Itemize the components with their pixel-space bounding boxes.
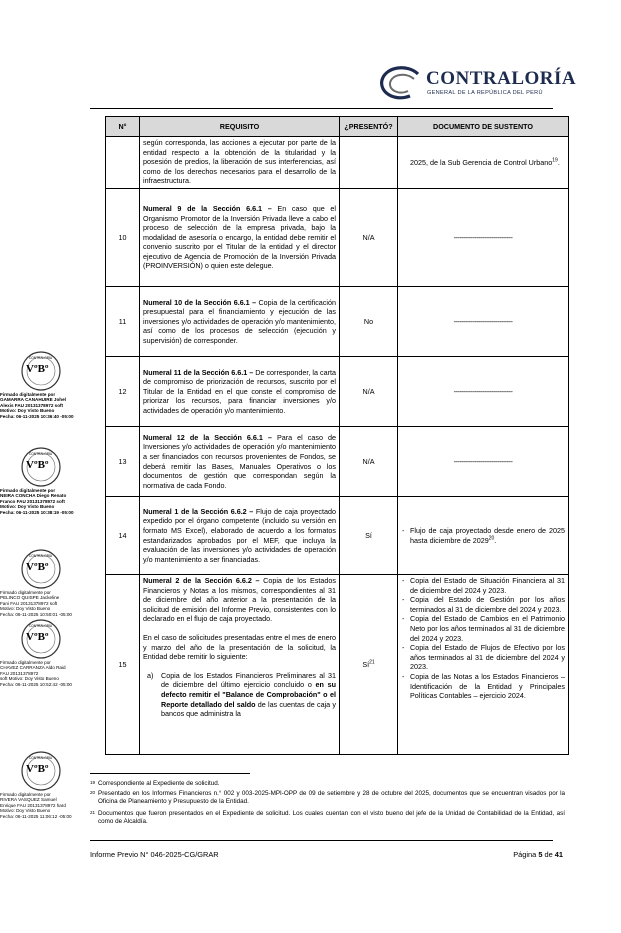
footnote-text: Presentado en los Informes Financieros n.° 002 y 003-2025-MPI-OPP de 09 de setiembre y 28 de octubre del 2025, documentos que se encuentran visados por la Oficina de Planeamiento y Presupuesto de la Entidad. (98, 790, 565, 806)
seal-label: CONTRALORÍA (29, 356, 53, 360)
page-indicator (513, 850, 563, 859)
page-number: 5 (538, 850, 543, 859)
table-row (106, 497, 569, 575)
cell-requisito (140, 189, 340, 287)
signature-stamp (0, 750, 92, 820)
cell-presento: N/A (340, 189, 398, 287)
sig-line: Enrique FAU 20131378972 hard (0, 802, 66, 808)
footnote-mark: 21 (90, 810, 96, 815)
sig-line: Firmado digitalmente por (0, 792, 51, 797)
contraloria-logo (378, 66, 578, 106)
signature-text (0, 392, 74, 419)
page-total: 41 (554, 850, 563, 859)
requisito-paragraph: En el caso de solicitudes presentadas entre el mes de enero y marzo del año de la presentación de la solicitud, la Entidad debe remitir lo siguiente: (143, 632, 336, 662)
cell-requisito: según corresponda, las acciones a ejecutar por parte de la entidad respecto a la obtención de la titularidad y la posesión de predios, la liberación de sus interferencias, así como de los derechos necesarios para el desarrollo de la infraestructura. (140, 137, 340, 189)
footnote-mark: 19 (90, 780, 96, 785)
footnote-ref: 20 (488, 535, 495, 542)
requisito-heading: Numeral 11 de la Sección 6.6.1 – (143, 367, 254, 377)
footnote-text: Documentos que fueron presentados en el Expediente de solicitud. Los cuales cuentan con el visto bueno del jefe de la Unidad de Contabilidad de la Entidad, así como de Alcaldía. (98, 810, 565, 826)
page-prefix: Página (513, 850, 539, 859)
seal-vobo: VºBº (26, 363, 49, 375)
cell-num: 13 (106, 427, 140, 497)
table-row (106, 575, 569, 755)
cell-presento: No (340, 287, 398, 357)
sig-line: Motivo: Doy Visto Bueno (0, 504, 55, 510)
subitem-text-end: de las cuentas de caja y bancos que administra la (161, 699, 336, 719)
sig-line: Motivo: Doy Visto Bueno (0, 606, 51, 612)
doc-list-item: - Copia del Estado de Gestión por los años terminados al 31 de diciembre del 2024 y 2023. (410, 595, 565, 614)
requisito-heading: Numeral 10 de la Sección 6.6.1 – (143, 297, 257, 307)
cell-num: 15 (106, 575, 140, 755)
sig-line: Fecha: 06-11-2025 10:52:42 -05:00 (0, 681, 72, 687)
table-row (106, 287, 569, 357)
sig-line: Firmado digitalmente por (0, 660, 51, 665)
sig-line: FAU 20131378972 (0, 670, 39, 676)
col-header-presento: ¿PRESENTÓ? (340, 117, 398, 137)
signature-text (0, 590, 72, 617)
signature-stamp (0, 350, 92, 420)
doc-text: Flujo de caja proyectado desde enero de 2025 hasta diciembre de 2029 (410, 525, 565, 545)
cell-requisito (140, 575, 340, 755)
col-header-num: N° (106, 117, 140, 137)
seal-label: CONTRALORÍA (29, 624, 53, 628)
table-row (106, 427, 569, 497)
sig-line: NEIRA CONCHA Diego Renato (0, 493, 67, 499)
table-row (106, 357, 569, 427)
cell-documento (398, 497, 569, 575)
cell-requisito (140, 427, 340, 497)
footnote (90, 780, 565, 788)
signature-text (0, 488, 74, 515)
sig-line: Motivo: Doy Visto Bueno (0, 808, 51, 814)
cell-presento (340, 575, 398, 755)
logo-name: CONTRALORÍA (426, 68, 577, 89)
seal-label: CONTRALORÍA (29, 452, 53, 456)
cell-documento: ------------------------------- (398, 189, 569, 287)
footnote (90, 790, 565, 807)
doc-text: 2025, de la Sub Gerencia de Control Urbano (410, 157, 553, 167)
requisito-paragraph (143, 576, 336, 624)
cell-num: 11 (106, 287, 140, 357)
col-header-documento: DOCUMENTO DE SUSTENTO (398, 117, 569, 137)
cell-documento: ------------------------------- (398, 427, 569, 497)
footer-rule (90, 840, 553, 841)
sig-line: Fecha: 06-11-2025 11:06:12 -05:00 (0, 813, 72, 819)
signature-stamp (0, 548, 92, 618)
header-rule (90, 108, 553, 109)
cell-requisito (140, 287, 340, 357)
cell-requisito (140, 497, 340, 575)
presento-value: Sí (362, 659, 370, 669)
requisito-heading: Numeral 9 de la Sección 6.6.1 – (143, 203, 272, 213)
logo-subtitle: GENERAL DE LA REPÚBLICA DEL PERÚ (427, 90, 543, 96)
footnote-mark: 20 (90, 790, 96, 795)
requirements-table (105, 116, 569, 755)
doc-list (401, 526, 565, 545)
requisito-heading: Numeral 1 de la Sección 6.6.2 – (143, 506, 254, 516)
doc-list-item: - Flujo de caja proyectado desde enero de 2025 hasta diciembre de 2029$^{20}$. (410, 526, 565, 545)
sig-line: Firmado digitalmente por (0, 488, 56, 493)
sig-line: Alexis FAU 20131378972 soft (0, 402, 64, 408)
cell-presento: N/A (340, 427, 398, 497)
cell-documento: 2025, de la Sub Gerencia de Control Urbano$^{19}$. (398, 137, 569, 189)
seal-vobo: VºBº (26, 763, 49, 775)
cell-documento: ------------------------------- (398, 357, 569, 427)
sig-line: Firmado digitalmente por (0, 590, 51, 595)
page-of: de (542, 850, 555, 859)
sig-line: PELINCO QUISPE Jackeline (0, 595, 60, 601)
table-row (106, 189, 569, 287)
cell-presento (340, 137, 398, 189)
sig-line: Firmado digitalmente por (0, 392, 56, 397)
requisito-body: Para el caso de Inversiones y/o actividades de operación y/o mantenimiento a ser financiados con recursos provenientes de Fondos, se deberá remitir las Bases, Manuales Operativos o los documentos de gestión que correspondan según la normativa de cada Fondo. (143, 432, 336, 490)
signature-stamp (0, 446, 92, 516)
seal-vobo: VºBº (26, 459, 49, 471)
sig-line: GAMARRA CANAHUIRE Johel (0, 397, 66, 403)
cell-presento: N/A (340, 357, 398, 427)
seal-vobo: VºBº (26, 631, 49, 643)
footnote-ref: 21 (369, 659, 375, 666)
seal-vobo: VºBº (26, 561, 49, 573)
table-row-continued (106, 137, 569, 189)
footnote-text: Correspondiente al Expediente de solicitud. (98, 780, 220, 787)
cell-num (106, 137, 140, 189)
sig-line: Franco FAU 20131378972 soft (0, 498, 65, 504)
requisito-subitem (143, 671, 336, 719)
requisito-body: En caso que el Organismo Promotor de la Inversión Privada lleve a cabo el proceso de selección de la empresa privada, bajo la modalidad de asesoría o encargo, la entidad debe remitir el convenio suscrito por el Titular de la entidad y el director ejecutivo de Agencia de Promoción de la Inversión Privada (PROINVERSIÓN) o quien este delegue. (143, 203, 336, 271)
sig-line: Fani FAU 20131378972 soft (0, 600, 58, 606)
report-number: Informe Previo N° 046-2025-CG/GRAR (90, 850, 219, 859)
doc-list-item: - Copia del Estado de Cambios en el Patrimonio Neto por los años terminados al 31 de diciembre del 2024 y 2023. (410, 614, 565, 643)
doc-list (401, 576, 565, 701)
requisito-heading: Numeral 12 de la Sección 6.6.1 – (143, 432, 272, 442)
cell-documento (398, 575, 569, 755)
sig-line: RIVERA VASQUEZ Samuel (0, 797, 57, 803)
cell-num: 12 (106, 357, 140, 427)
cell-presento: Sí (340, 497, 398, 575)
doc-list-item: - Copia del Estado de Flujos de Efectivo por los años terminados al 31 de diciembre del 2024 y 2023. (410, 643, 565, 672)
seal-label: CONTRALORÍA (29, 756, 53, 760)
seal-label: CONTRALORÍA (29, 554, 53, 558)
signature-stamp (0, 618, 92, 688)
logo-swoosh-icon (378, 66, 424, 102)
footnote (90, 810, 565, 827)
requisito-body: Copia de los Estados Financieros y Notas a los mismos, correspondientes al 31 de diciembre del año anterior a la presentación de la solicitud de emisión del Informe Previo, consistentes con lo declarado en el flujo de caja proyectado. (143, 576, 336, 624)
subitem-label: a) (147, 670, 154, 680)
sig-line: soft Motivo: Doy Visto Bueno (0, 676, 59, 682)
requisito-body: De corresponder, la carta de compromiso de priorización de recursos, suscrito por el Titular de la Entidad en el que conste el compromiso de priorizar los recursos, para financiar inversiones y/o actividades de operación y/o mantenimiento. (143, 367, 336, 415)
doc-list-item: - Copia de las Notas a los Estados Financieros – Identificación de la Entidad y Principales Políticas Contables – ejercicio 2024. (410, 672, 565, 701)
signature-text (0, 660, 72, 687)
requisito-heading: Numeral 2 de la Sección 6.6.2 – (143, 576, 260, 585)
sig-line: Motivo: Doy Visto Bueno (0, 408, 55, 414)
cell-num: 14 (106, 497, 140, 575)
col-header-requisito: REQUISITO (140, 117, 340, 137)
signature-text (0, 792, 72, 819)
subitem-text: Copia de los Estados Financieros Preliminares al 31 de diciembre del último ejercicio concluido o (161, 670, 336, 690)
cell-num: 10 (106, 189, 140, 287)
sig-line: Fecha: 06-11-2025 10:38:19 -05:00 (0, 509, 74, 515)
sig-line: Fecha: 06-11-2025 10:36:40 -05:00 (0, 413, 74, 419)
subitem-bold: en su defecto remitir el "Balance de Comprobación" o el Reporte detallado del saldo (161, 680, 337, 709)
cell-documento: ------------------------------- (398, 287, 569, 357)
cell-requisito (140, 357, 340, 427)
table-header-row (106, 117, 569, 137)
footnote-ref: 19 (552, 157, 558, 164)
sig-line: Fecha: 06-11-2025 10:50:01 -05:00 (0, 611, 72, 617)
footnote-rule (90, 773, 250, 774)
sig-line: CHAVEZ CARRANZA Aldo Raid (0, 665, 66, 671)
doc-list-item: - Copia del Estado de Situación Financiera al 31 de diciembre del 2024 y 2023. (410, 576, 565, 595)
requisito-body: Copia de la certificación presupuestal para el financiamiento y ejecución de las inversiones y/o actividades de operación y/o mantenimiento, así como de los procesos de selección (ejecución y supervisión) de corresponder. (143, 297, 336, 345)
requisito-body: Flujo de caja proyectado expedido por el órgano competente (incluido su versión en formato MS Excel), elaborado de acuerdo a los formatos estandarizados aprobados por el MEF, que incluya la evaluación de las inversiones y/o actividades de operación y/o mantenimiento a ser financiadas. (143, 506, 336, 564)
